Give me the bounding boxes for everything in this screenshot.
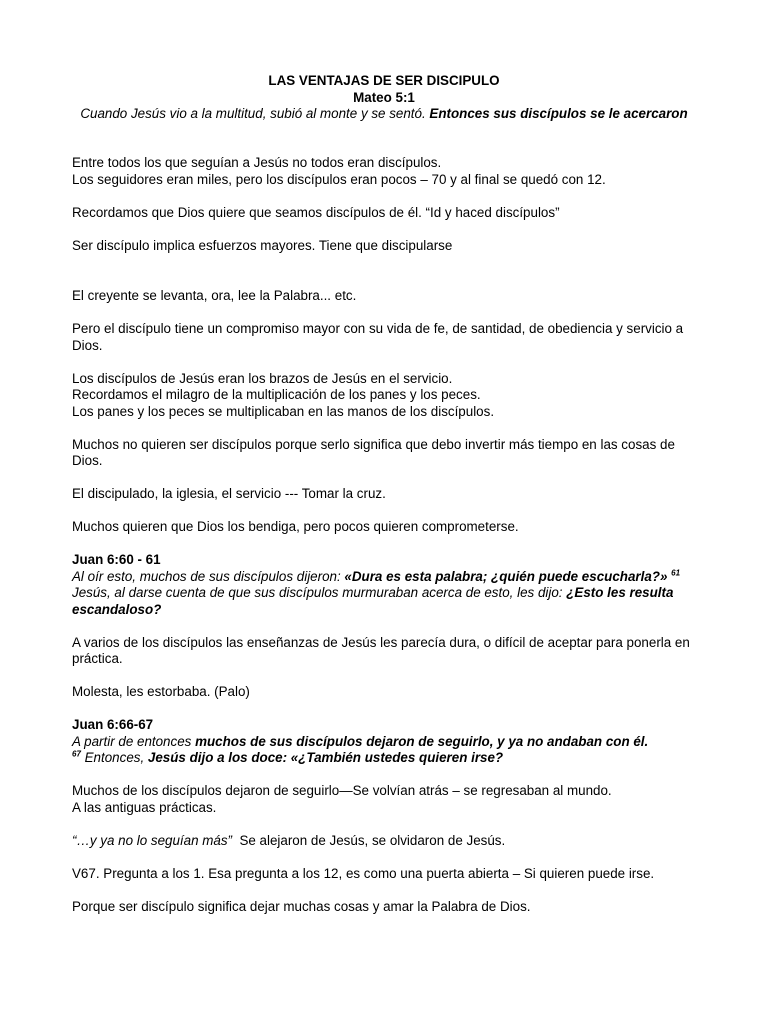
- scripture-quote-juan-6-66: A partir de entonces muchos de sus discípulos dejaron de seguirlo, y ya no andaban con él. $^{67}$ Entonces, Jesús dijo a los doce: «¿También ustedes quieren irse?: [72, 733, 649, 765]
- paragraph-line: Muchos de los discípulos dejaron de seguirlo—Se volvían atrás – se regresaban al mundo.: [72, 783, 612, 798]
- opening-verse: [72, 106, 696, 123]
- document-header: [72, 73, 696, 123]
- document-title: LAS VENTAJAS DE SER DISCIPULO: [268, 73, 500, 88]
- scripture-heading-juan-6-66: Juan 6:66-67: [72, 717, 154, 732]
- verse-number: 67: [72, 749, 81, 759]
- body-main: [72, 288, 702, 915]
- paragraph: Recordamos que Dios quiere que seamos discípulos de él. “Id y haced discípulos”: [72, 204, 560, 220]
- paragraph: A varios de los discípulos las enseñanzas de Jesús les parecía dura, o difícil de aceptar para ponerla en práctica.: [72, 634, 690, 666]
- quote-italic: “…y ya no lo seguían más”: [72, 832, 233, 848]
- paragraph: El discipulado, la iglesia, el servicio --- Tomar la cruz.: [72, 486, 386, 501]
- scripture-heading-juan-6-60: Juan 6:60 - 61: [72, 552, 161, 567]
- paragraph-line: Los discípulos de Jesús eran los brazos de Jesús en el servicio.: [72, 370, 453, 386]
- paragraph-line: Entre todos los que seguían a Jesús no todos eran discípulos.: [72, 155, 442, 170]
- opening-verse-bold: Entonces sus discípulos se le acercaron: [429, 106, 688, 121]
- paragraph: Pero el discípulo tiene un compromiso mayor con su vida de fe, de santidad, de obediencia y servicio a Dios.: [72, 321, 684, 353]
- paragraph-line: Los seguidores eran miles, pero los discípulos eran pocos – 70 y al final se quedó con 12.: [72, 171, 606, 187]
- verse-number: 61: [671, 568, 681, 578]
- paragraph: V67. Pregunta a los 1. Esa pregunta a los 12, es como una puerta abierta – Si quieren puede irse.: [72, 865, 655, 881]
- paragraph: Molesta, les estorbaba. (Palo): [72, 684, 250, 699]
- scripture-quote-juan-6-60: Al oír esto, muchos de sus discípulos dijeron: «Dura es esta palabra; ¿quién puede escucharla?» $^{61}$ Jesús, al darse cuenta de que sus discípulos murmuraban acerca de esto, les dijo: ¿Esto les resulta escandaloso?: [72, 568, 681, 617]
- paragraph: Muchos no quieren ser discípulos porque serlo significa que debo invertir más tiempo en las cosas de Dios.: [72, 436, 675, 468]
- paragraph: El creyente se levanta, ora, lee la Palabra... etc.: [72, 288, 357, 303]
- body-intro: [72, 155, 702, 254]
- paragraph: Ser discípulo implica esfuerzos mayores. Tiene que discipularse: [72, 237, 453, 253]
- paragraph-line: Los panes y los peces se multiplicaban en las manos de los discípulos.: [72, 403, 495, 419]
- paragraph: Porque ser discípulo significa dejar muchas cosas y amar la Palabra de Dios.: [72, 898, 531, 914]
- paragraph: “…y ya no lo seguían más” Se alejaron de Jesús, se olvidaron de Jesús.: [72, 832, 506, 848]
- opening-verse-plain: Cuando Jesús vio a la multitud, subió al monte y se sentó.: [80, 106, 430, 121]
- paragraph-line: Recordamos el milagro de la multiplicación de los panes y los peces.: [72, 387, 481, 402]
- paragraph: Muchos quieren que Dios los bendiga, pero pocos quieren comprometerse.: [72, 519, 519, 534]
- paragraph-line: A las antiguas prácticas.: [72, 799, 217, 815]
- scripture-reference: Mateo 5:1: [353, 89, 415, 105]
